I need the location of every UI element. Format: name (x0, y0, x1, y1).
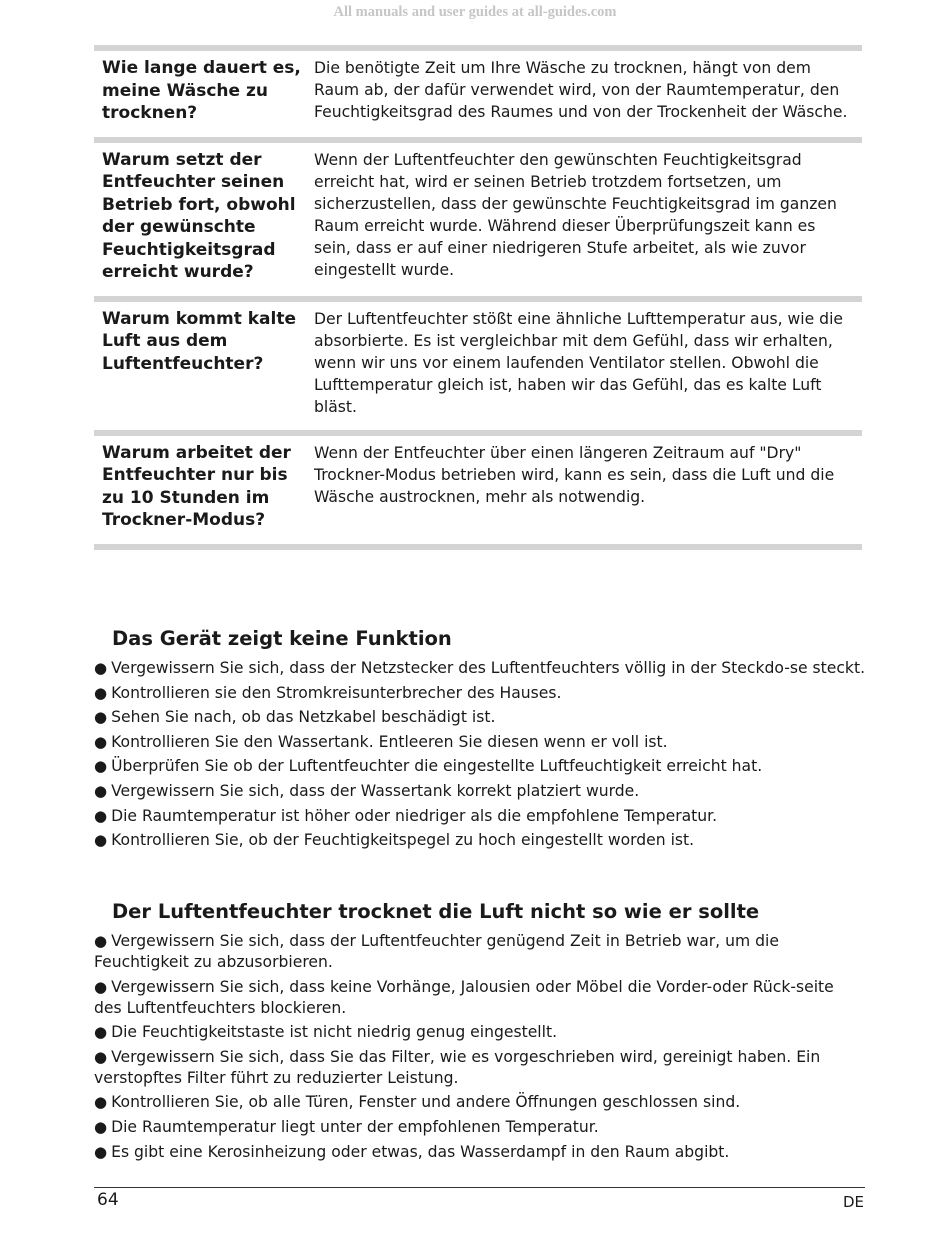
bullet-icon: ● (94, 1047, 108, 1066)
bullet-icon: ● (94, 806, 108, 825)
list-item-text: Kontrollieren Sie, ob der Feuchtigkeitspegel zu hoch eingestellt worden ist. (111, 831, 695, 850)
list-item (94, 1142, 866, 1163)
list-item (94, 781, 866, 802)
bullet-icon: ● (94, 732, 108, 751)
faq-answer: Wenn der Luftentfeuchter den gewünschten Feuchtigkeitsgrad erreicht hat, wird er seinen Betrieb trotzdem fortsetzen, um sicherzustellen, dass der gewünschte Feuchtigkeitsgrad im ganzen Raum erreicht wurde. Während dieser Überprüfungszeit kann es sein, dass er auf einer niedrigeren Stufe arbeitet, als wie zuvor eingestellt wurde. (314, 150, 837, 279)
bullet-icon: ● (94, 757, 108, 776)
list-item (94, 1117, 866, 1138)
list-item (94, 732, 866, 753)
page-number: 64 (97, 1190, 119, 1210)
list-item-text: Kontrollieren sie den Stromkreisunterbrecher des Hauses. (111, 683, 562, 702)
list-item (94, 830, 866, 851)
bullet-icon: ● (94, 1117, 108, 1136)
faq-question: Warum kommt kalte Luft aus dem Luftentfeuchter? (102, 308, 296, 374)
faq-answer: Der Luftentfeuchter stößt eine ähnliche Lufttemperatur aus, wie die absorbierte. Es ist vergleichbar mit dem Gefühl, dass wir erhalten, wenn wir uns vor einem laufenden Ventilator stellen. Obwohl die Lufttemperatur gleich ist, haben wir das Gefühl, das es kalte Luft bläst. (314, 309, 843, 416)
faq-question: Wie lange dauert es, meine Wäsche zu trocknen? (102, 58, 301, 123)
bullet-icon: ● (94, 659, 108, 677)
list-item (94, 756, 866, 777)
list-item-text: Kontrollieren Sie den Wassertank. Entleeren Sie diesen wenn er voll ist. (111, 732, 668, 751)
list-item-text: Kontrollieren Sie, ob alle Türen, Fenster und andere Öffnungen geschlossen sind. (111, 1093, 741, 1112)
list-item-text: Vergewissern Sie sich, dass der Wassertank korrekt platziert wurde. (111, 781, 640, 800)
list-item (94, 1047, 866, 1089)
list-item (94, 658, 866, 679)
bullet-icon: ● (94, 977, 108, 996)
bullet-icon: ● (94, 781, 108, 800)
list-item-text: Die Raumtemperatur liegt unter der empfohlenen Temperatur. (111, 1117, 599, 1136)
bullet-icon: ● (94, 1142, 108, 1161)
footer-divider (94, 1187, 865, 1188)
faq-question: Warum arbeitet der Entfeuchter nur bis zu 10 Stunden im Trockner-Modus? (102, 442, 291, 530)
list-item-text: Die Feuchtigkeitstaste ist nicht niedrig genug eingestellt. (111, 1023, 558, 1042)
bullet-icon: ● (94, 932, 108, 950)
list-item-text: Überprüfen Sie ob der Luftentfeuchter die eingestellte Luftfeuchtigkeit erreicht hat. (111, 757, 763, 776)
list-item-text: Vergewissern Sie sich, dass der Luftentfeuchter genügend Zeit in Betrieb war, um die Feuchtigkeit zu abzusorbieren. (94, 932, 779, 971)
list-item-text: Die Raumtemperatur ist höher oder niedriger als die empfohlene Temperatur. (111, 806, 718, 825)
faq-answer: Wenn der Entfeuchter über einen längeren Zeitraum auf "Dry" Trockner-Modus betrieben wird, kann es sein, dass die Luft und die Wäsche austrocknen, mehr als notwendig. (314, 443, 835, 506)
bullet-icon: ● (94, 683, 108, 702)
list-item (94, 683, 866, 704)
section-heading: Der Luftentfeuchter trocknet die Luft nicht so wie er sollte (112, 900, 760, 923)
list-item-text: Vergewissern Sie sich, dass keine Vorhänge, Jalousien oder Möbel die Vorder-oder Rück-seite des Luftentfeuchters blockieren. (94, 977, 834, 1017)
watermark: All manuals and user guides at all-guides.com (333, 4, 617, 20)
bullet-icon: ● (94, 831, 108, 850)
bullet-list (94, 658, 866, 851)
list-item (94, 977, 866, 1019)
list-item-text: Sehen Sie nach, ob das Netzkabel beschädigt ist. (111, 708, 496, 727)
list-item (94, 931, 866, 973)
list-item (94, 806, 866, 827)
faq-row (94, 430, 862, 544)
bullet-icon: ● (94, 708, 108, 727)
list-item (94, 1092, 866, 1113)
list-item-text: Vergewissern Sie sich, dass der Netzstecker des Luftentfeuchters völlig in der Steckdo-se steckt. (111, 659, 866, 677)
section-heading: Das Gerät zeigt keine Funktion (112, 627, 452, 650)
bullet-icon: ● (94, 1093, 108, 1112)
list-item-text: Es gibt eine Kerosinheizung oder etwas, das Wasserdampf in den Raum abgibt. (111, 1142, 730, 1161)
list-item-text: Vergewissern Sie sich, dass Sie das Filter, wie es vorgeschrieben wird, gereinigt haben. Ein verstopftes Filter führt zu reduzierter Leistung. (94, 1047, 821, 1087)
faq-row (94, 296, 862, 430)
section-no-function (94, 626, 866, 855)
section-not-drying (94, 899, 866, 1166)
list-item (94, 1022, 866, 1043)
language-code: DE (842, 1193, 864, 1211)
bullet-icon: ● (94, 1023, 108, 1042)
faq-table (94, 45, 862, 550)
faq-question: Warum setzt der Entfeuchter seinen Betrieb fort, obwohl der gewünschte Feuchtigkeitsgrad erreicht wurde? (102, 149, 296, 282)
faq-answer: Die benötigte Zeit um Ihre Wäsche zu trocknen, hängt von dem Raum ab, der dafür verwendet wird, von der Raumtemperatur, den Feuchtigkeitsgrad des Raumes und von der Trockenheit der Wäsche. (314, 59, 848, 121)
list-item (94, 707, 866, 728)
faq-row (94, 45, 862, 137)
bullet-list (94, 931, 866, 1163)
faq-row (94, 137, 862, 296)
